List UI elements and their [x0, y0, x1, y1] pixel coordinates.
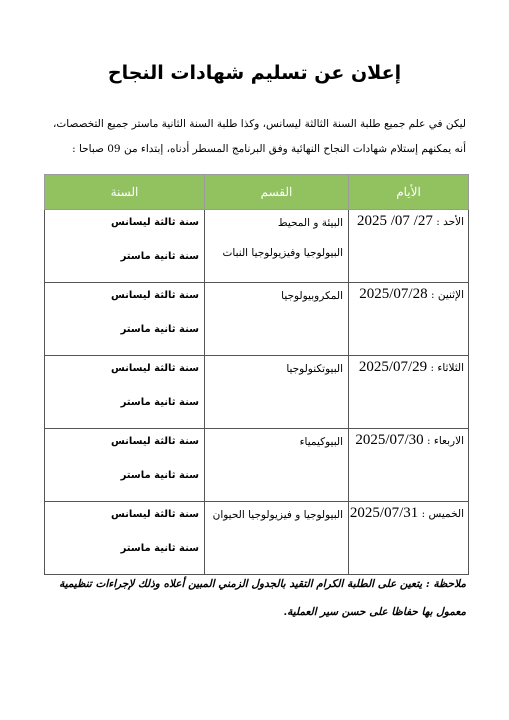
day-date: 2025/07/30 [355, 432, 424, 448]
year-label: سنة ثانية ماستر [120, 470, 199, 481]
year-cell [45, 283, 205, 356]
dept-name: البيولوجيا وفيزيولوجيا النبات [222, 247, 343, 259]
day-name: الإثنين : [430, 289, 464, 301]
day-cell [349, 356, 469, 429]
table-row [45, 429, 469, 502]
dept-cell [205, 502, 349, 575]
day-name: الأحد : [436, 216, 464, 228]
day-name: الثلاثاء : [430, 362, 464, 374]
year-label: سنة ثانية ماستر [120, 397, 199, 408]
day-date: 2025 /07 /27 [357, 213, 433, 229]
day-cell [349, 502, 469, 575]
day-date: 2025/07/29 [358, 359, 428, 375]
table-header-row [45, 175, 469, 210]
year-label: سنة ثانية ماستر [120, 324, 199, 335]
day-cell [349, 210, 469, 283]
header-dept: القسم [205, 175, 349, 210]
dept-cell [205, 356, 349, 429]
year-label: سنة ثالثة ليسانس [110, 217, 199, 228]
dept-cell [205, 283, 349, 356]
dept-name: البيئة و المحيط [277, 217, 343, 229]
year-label: سنة ثانية ماستر [120, 251, 199, 262]
year-label: سنة ثالثة ليسانس [110, 290, 199, 301]
table-row [45, 356, 469, 429]
year-cell [45, 429, 205, 502]
dept-cell [205, 210, 349, 283]
year-cell [45, 502, 205, 575]
intro-paragraph: ليكن في علم جميع طلبة السنة الثالثة ليسانس، وكذا طلبة السنة الثانية ماستر جميع التخصصات، أنه يمكنهم إستلام شهادات النجاح النهائية وفق البرنامج المسطر أدناه، إبتداء من 09 صباحا : [53, 118, 466, 155]
day-name: الخميس : [421, 508, 464, 520]
year-cell [45, 210, 205, 283]
dept-name: البيوتكنولوجيا [286, 363, 343, 375]
schedule-table [44, 174, 469, 575]
table-row [45, 283, 469, 356]
year-label: سنة ثالثة ليسانس [110, 436, 199, 447]
note-paragraph: ملاحظة : يتعين على الطلبة الكرام التقيد بالجدول الزمني المبين أعلاه وذلك لإجراءات تنظيمية معمول بها حفاظا على حسن سير العملية. [59, 578, 466, 618]
year-cell [45, 356, 205, 429]
header-year: السنة [45, 175, 205, 210]
table-row [45, 502, 469, 575]
dept-name: البيوكيمياء [299, 436, 343, 448]
day-cell [349, 283, 469, 356]
header-days: الأيام [349, 175, 469, 210]
year-label: سنة ثانية ماستر [120, 543, 199, 554]
day-cell [349, 429, 469, 502]
dept-name: البيولوجيا و فيزيولوجيا الحيوان [212, 509, 343, 521]
table-row [45, 210, 469, 283]
page-title: إعلان عن تسليم شهادات النجاح [107, 62, 402, 84]
year-label: سنة ثالثة ليسانس [110, 509, 199, 520]
day-name: الاربعاء : [427, 435, 464, 447]
year-label: سنة ثالثة ليسانس [110, 363, 199, 374]
day-date: 2025/07/28 [359, 286, 428, 302]
dept-name: المكروبيولوجيا [281, 290, 343, 302]
day-date: 2025/07/31 [349, 505, 419, 521]
dept-cell [205, 429, 349, 502]
